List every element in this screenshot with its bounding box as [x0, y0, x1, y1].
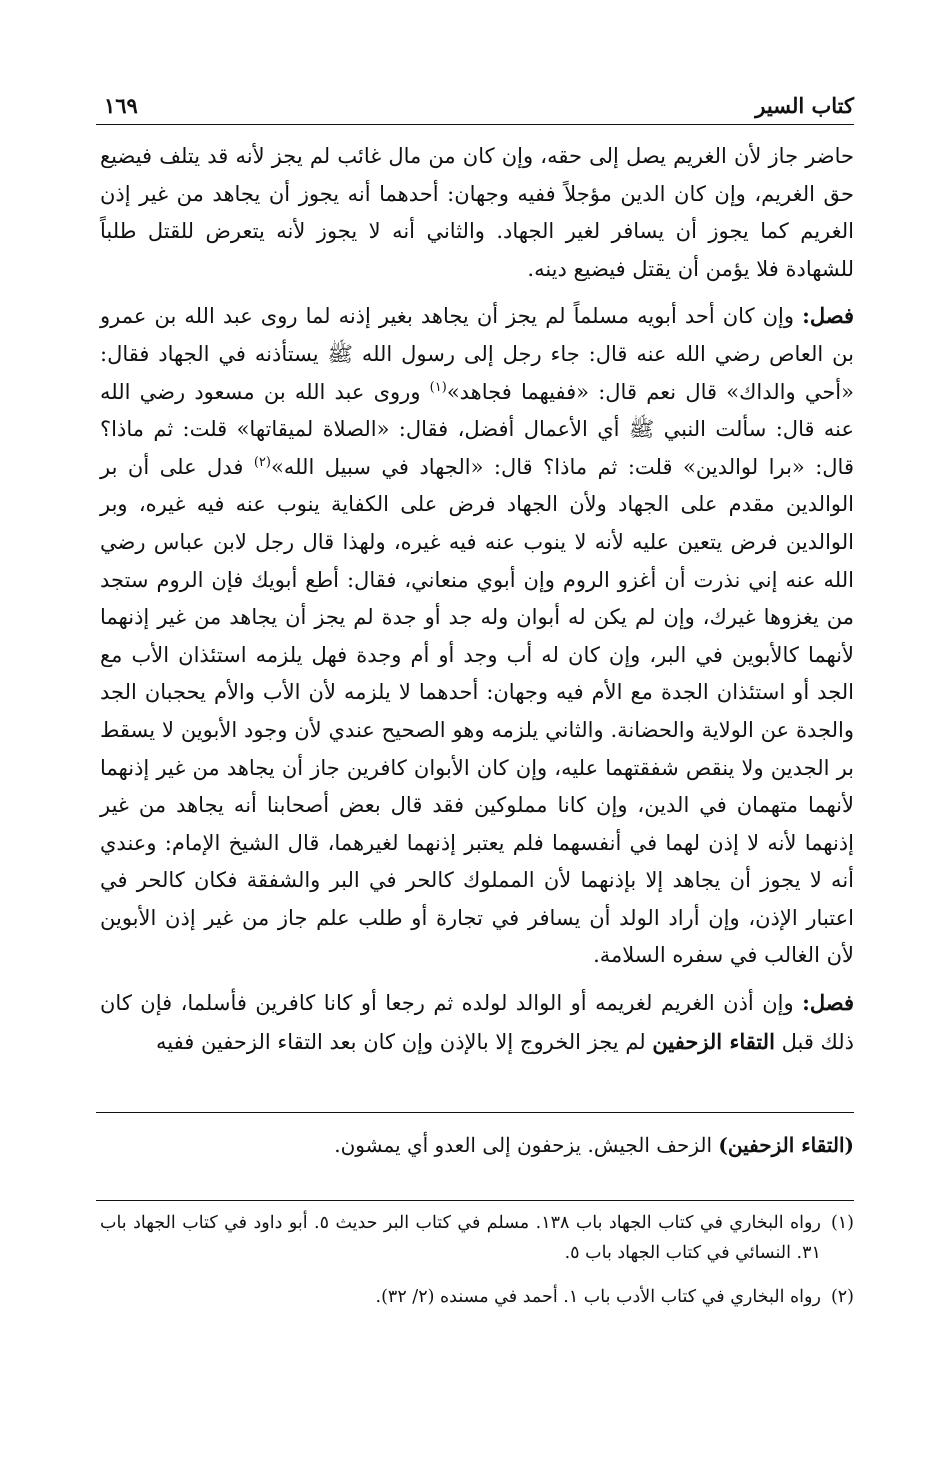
gloss-text: الزحف الجيش. يزحفون إلى العدو أي يمشون. — [334, 1133, 719, 1157]
paragraph-2-text-c: فدل على أن بر الوالدين مقدم على الجهاد ولأن الجهاد فرض على الكفاية ينوب عنه فيه غيره، وبر الوالدين فرض يتعين عليه لأنه لا ينوب عنه فيه غيره، ولهذا قال رجل لابن عباس رضي الله عنه إني نذرت أن أغزو الروم وإن أبوي منعاني، فقال: أطع أبويك فإن الروم ستجد من يغزوها غيرك، وإن لم يكن له أبوان وله جد أو جدة لم يجز أن يجاهد من غير إذنهما لأنهما كالأبوين في البر، وإن كان له أب وجد أو أم وجدة فهل يلزمه استئذان الأب مع الجد أو استئذان الجدة مع الأم فيه وجهان: أحدهما لا يلزمه لأن الأب والأم يحجبان الجد والجدة عن الولاية والحضانة. والثاني يلزمه وهو الصحيح عندي لأن وجود الأبوين لا يسقط بر الجدين ولا ينقص شفقتهما عليه، وإن كان الأبوان كافرين جاز أن يجاهد من غير إذنهما لأنهما متهمان في الدين، وإن كانا مملوكين فقد قال بعض أصحابنا أنه يجاهد من غير إذنهما لأنه لا إذن لهما في أنفسهما فلم يعتبر إذنهما لغيرهما، قال الشيخ الإمام: وعندي أنه لا يجوز أن يجاهد إلا بإذنهما لأن المملوك كالحر في البر والشفقة فكان كالحر في اعتبار الإذن، وإن أراد الولد أن يسافر في تجارة أو طلب علم جاز من غير إذن الأبوين لأن الغالب في سفره السلامة. — [100, 454, 854, 968]
paragraph-3-text-b: لم يجز الخروج إلا بالإذن وإن كان بعد التقاء الزحفين ففيه — [156, 1029, 653, 1054]
glossed-term: التقاء الزحفين — [652, 1028, 775, 1054]
paragraph-3-text-a: وإن أذن الغريم لغريمه أو الوالد لولده ثم رجعا أو كانا كافرين فأسلما، فإن كان ذلك قبل — [100, 991, 854, 1054]
footnote-1 — [100, 1208, 854, 1268]
paragraph-2 — [100, 297, 854, 975]
footnote-number: (٢) — [830, 1287, 854, 1307]
footnote-ref-2: (٢) — [253, 454, 271, 470]
footnote-number: (١) — [830, 1213, 854, 1233]
paragraph-2-text-a: وإن كان أحد أبويه مسلماً لم يجز أن يجاهد بغير إذنه لما روى عبد الله بن عمرو بن العاص رضي الله عنه قال: جاء رجل إلى رسول الله ﷺ يستأذنه في الجهاد فقال: «أحي والداك» قال نعم قال: «ففيهما فجاهد» — [100, 304, 854, 404]
book-title: كتاب السير — [755, 93, 854, 118]
footnote-ref-1: (١) — [429, 379, 447, 395]
footnote-rule — [96, 1200, 854, 1201]
running-head — [104, 88, 854, 118]
paragraph-2-text-b: وروى عبد الله بن مسعود رضي الله عنه قال: سألت النبي ﷺ أي الأعمال أفضل، فقال: «الصلاة لميقاتها» قلت: ثم ماذا؟ قال: «برا لوالدين» قلت: ثم ماذا؟ قال: «الجهاد في سبيل الله» — [100, 379, 854, 479]
gloss-term: (التقاء الزحفين) — [718, 1133, 854, 1157]
paragraph-1: حاضر جاز لأن الغريم يصل إلى حقه، وإن كان من مال غائب لم يجز لأنه قد يتلف فيضيع حق الغريم، وإن كان الدين مؤجلاً ففيه وجهان: أحدهما أنه يجوز أن يجاهد من غير إذن الغريم كما يجوز أن يسافر لغير الجهاد. والثاني أنه لا يجوز لأنه يتعرض للقتل طلباً للشهادة فلا يؤمن أن يقتل فيضيع دينه. — [100, 144, 854, 281]
section-lead: فصل: — [802, 990, 854, 1016]
main-text — [100, 138, 854, 1061]
footnote-text: رواه البخاري في كتاب الجهاد باب ١٣٨. مسلم في كتاب البر حديث ٥. أبو داود في كتاب الجهاد باب ٣١. النسائي في كتاب الجهاد باب ٥. — [100, 1213, 821, 1263]
page-number: ١٦٩ — [104, 93, 138, 118]
section-lead: فصل: — [802, 303, 854, 329]
gloss-rule — [96, 1112, 854, 1113]
gloss-note — [100, 1128, 854, 1162]
header-rule — [96, 124, 854, 125]
footnote-text: رواه البخاري في كتاب الأدب باب ١. أحمد في مسنده (٢/ ٣٢). — [375, 1287, 821, 1307]
footnotes — [100, 1208, 854, 1312]
paragraph-3 — [100, 984, 854, 1061]
footnote-2 — [100, 1282, 854, 1312]
